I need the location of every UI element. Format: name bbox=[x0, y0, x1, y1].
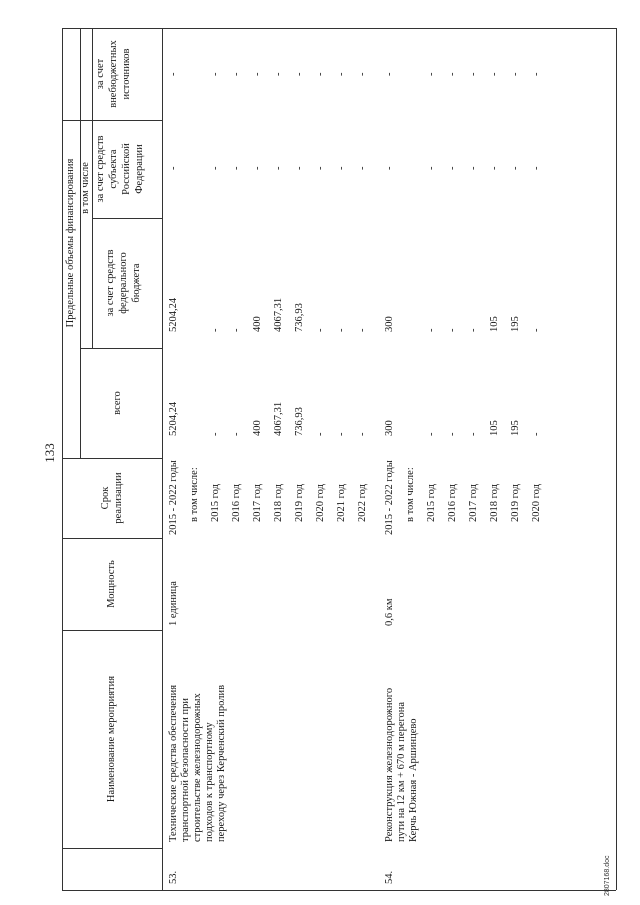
entry-federal: 300 bbox=[384, 316, 395, 332]
header-regional: Российской bbox=[121, 143, 132, 195]
financing-table bbox=[62, 28, 616, 890]
entry-federal: - bbox=[447, 328, 458, 332]
entry-extrabudget: - bbox=[468, 72, 479, 76]
header-regional: за счет средств bbox=[95, 135, 106, 203]
table-rule bbox=[616, 28, 617, 890]
entry-regional: - bbox=[357, 166, 368, 170]
entry-total: - bbox=[315, 432, 326, 436]
entry-period: 2019 год bbox=[510, 484, 521, 522]
table-rule bbox=[62, 28, 616, 29]
header-period: Срок bbox=[100, 486, 111, 510]
entry-period: в том числе: bbox=[189, 467, 200, 522]
entry-federal: 195 bbox=[510, 316, 521, 332]
entry-period: в том числе: bbox=[405, 467, 416, 522]
entry-federal: 105 bbox=[489, 316, 500, 332]
entry-extrabudget: - bbox=[210, 72, 221, 76]
entry-period: 2019 год bbox=[294, 484, 305, 522]
entry-regional: - bbox=[210, 166, 221, 170]
page-number: 133 bbox=[42, 443, 57, 463]
table-rule bbox=[92, 28, 93, 348]
entry-federal: - bbox=[231, 328, 242, 332]
header-regional: субъекта bbox=[108, 149, 119, 189]
table-rule bbox=[162, 28, 163, 890]
entry-extrabudget: - bbox=[168, 72, 179, 76]
entry-period: 2015 год bbox=[426, 484, 437, 522]
entry-extrabudget: - bbox=[357, 72, 368, 76]
entry-extrabudget: - bbox=[336, 72, 347, 76]
entry-federal: 4067,31 bbox=[273, 297, 284, 332]
entry-extrabudget: - bbox=[273, 72, 284, 76]
entry-extrabudget: - bbox=[384, 72, 395, 76]
entry-total: 4067,31 bbox=[273, 401, 284, 436]
entry-total: - bbox=[336, 432, 347, 436]
row-name-line: пути на 12 км + 670 м перегона bbox=[396, 701, 407, 842]
entry-total: 300 bbox=[384, 420, 395, 436]
entry-period: 2015 год bbox=[210, 484, 221, 522]
entry-total: - bbox=[357, 432, 368, 436]
entry-federal: - bbox=[357, 328, 368, 332]
entry-extrabudget: - bbox=[426, 72, 437, 76]
header-capacity: Мощность bbox=[106, 560, 117, 608]
entry-regional: - bbox=[315, 166, 326, 170]
entry-period: 2015 - 2022 годы bbox=[168, 460, 179, 535]
entry-regional: - bbox=[468, 166, 479, 170]
entry-total: - bbox=[468, 432, 479, 436]
header-federal: федерального bbox=[118, 252, 129, 314]
entry-regional: - bbox=[510, 166, 521, 170]
entry-federal: - bbox=[468, 328, 479, 332]
entry-total: 5204,24 bbox=[168, 401, 179, 436]
header-total: всего bbox=[112, 391, 123, 415]
table-rule bbox=[62, 890, 616, 891]
entry-total: 400 bbox=[252, 420, 263, 436]
row-name-line: строительстве железнодорожных bbox=[192, 693, 203, 842]
entry-extrabudget: - bbox=[531, 72, 542, 76]
entry-regional: - bbox=[294, 166, 305, 170]
header-including: в том числе bbox=[80, 162, 91, 214]
entry-federal: 400 bbox=[252, 316, 263, 332]
row-capacity: 0,6 км bbox=[384, 598, 395, 626]
entry-federal: 736,93 bbox=[294, 303, 305, 332]
entry-period: 2020 год bbox=[315, 484, 326, 522]
row-name-line: Реконструкция железнодорожного bbox=[384, 687, 395, 842]
entry-total: - bbox=[531, 432, 542, 436]
entry-federal: - bbox=[336, 328, 347, 332]
entry-total: - bbox=[210, 432, 221, 436]
row-name-line: переходу через Керченский пролив bbox=[216, 684, 227, 842]
row-name-line: Керчь Южная - Аршинцево bbox=[408, 718, 419, 842]
entry-period: 2018 год bbox=[273, 484, 284, 522]
entry-extrabudget: - bbox=[489, 72, 500, 76]
entry-period: 2022 год bbox=[357, 484, 368, 522]
entry-extrabudget: - bbox=[231, 72, 242, 76]
entry-period: 2016 год bbox=[447, 484, 458, 522]
entry-period: 2015 - 2022 годы bbox=[384, 460, 395, 535]
row-name-line: подходов к транспортному bbox=[204, 722, 215, 842]
entry-total: - bbox=[231, 432, 242, 436]
entry-regional: - bbox=[168, 166, 179, 170]
entry-regional: - bbox=[384, 166, 395, 170]
entry-period: 2017 год bbox=[468, 484, 479, 522]
header-federal: бюджета bbox=[131, 263, 142, 303]
row-name-line: Технические средства обеспечения bbox=[168, 684, 179, 842]
entry-regional: - bbox=[426, 166, 437, 170]
entry-federal: - bbox=[426, 328, 437, 332]
header-extrabudget: внебюджетных bbox=[108, 40, 119, 108]
entry-total: - bbox=[426, 432, 437, 436]
table-rule bbox=[62, 848, 162, 849]
entry-period: 2020 год bbox=[531, 484, 542, 522]
entry-period: 2018 год bbox=[489, 484, 500, 522]
table-rule bbox=[62, 458, 162, 459]
entry-regional: - bbox=[447, 166, 458, 170]
entry-regional: - bbox=[231, 166, 242, 170]
entry-total: 736,93 bbox=[294, 407, 305, 436]
header-funding: Предельные объемы финансирования bbox=[65, 158, 76, 328]
header-extrabudget: за счет bbox=[95, 58, 106, 90]
entry-federal: - bbox=[210, 328, 221, 332]
footer-filename: 2807168.doc bbox=[604, 855, 611, 896]
entry-federal: - bbox=[531, 328, 542, 332]
entry-regional: - bbox=[531, 166, 542, 170]
entry-extrabudget: - bbox=[294, 72, 305, 76]
entry-extrabudget: - bbox=[315, 72, 326, 76]
row-number: 53. bbox=[168, 870, 179, 884]
entry-total: - bbox=[447, 432, 458, 436]
header-extrabudget: источников bbox=[121, 48, 132, 100]
row-number: 54. bbox=[384, 870, 395, 884]
entry-extrabudget: - bbox=[447, 72, 458, 76]
entry-period: 2017 год bbox=[252, 484, 263, 522]
header-period: реализации bbox=[113, 472, 124, 524]
entry-federal: 5204,24 bbox=[168, 297, 179, 332]
entry-total: 105 bbox=[489, 420, 500, 436]
row-capacity: 1 единица bbox=[168, 581, 179, 626]
header-federal: за счет средств bbox=[105, 249, 116, 317]
entry-regional: - bbox=[336, 166, 347, 170]
entry-total: 195 bbox=[510, 420, 521, 436]
table-rule bbox=[62, 28, 63, 890]
entry-period: 2021 год bbox=[336, 484, 347, 522]
entry-regional: - bbox=[489, 166, 500, 170]
entry-extrabudget: - bbox=[510, 72, 521, 76]
header-name: Наименование мероприятия bbox=[106, 675, 117, 803]
entry-federal: - bbox=[315, 328, 326, 332]
entry-regional: - bbox=[273, 166, 284, 170]
row-name-line: транспортной безопасности при bbox=[180, 698, 191, 842]
entry-period: 2016 год bbox=[231, 484, 242, 522]
entry-regional: - bbox=[252, 166, 263, 170]
header-regional: Федерации bbox=[134, 144, 145, 194]
entry-extrabudget: - bbox=[252, 72, 263, 76]
